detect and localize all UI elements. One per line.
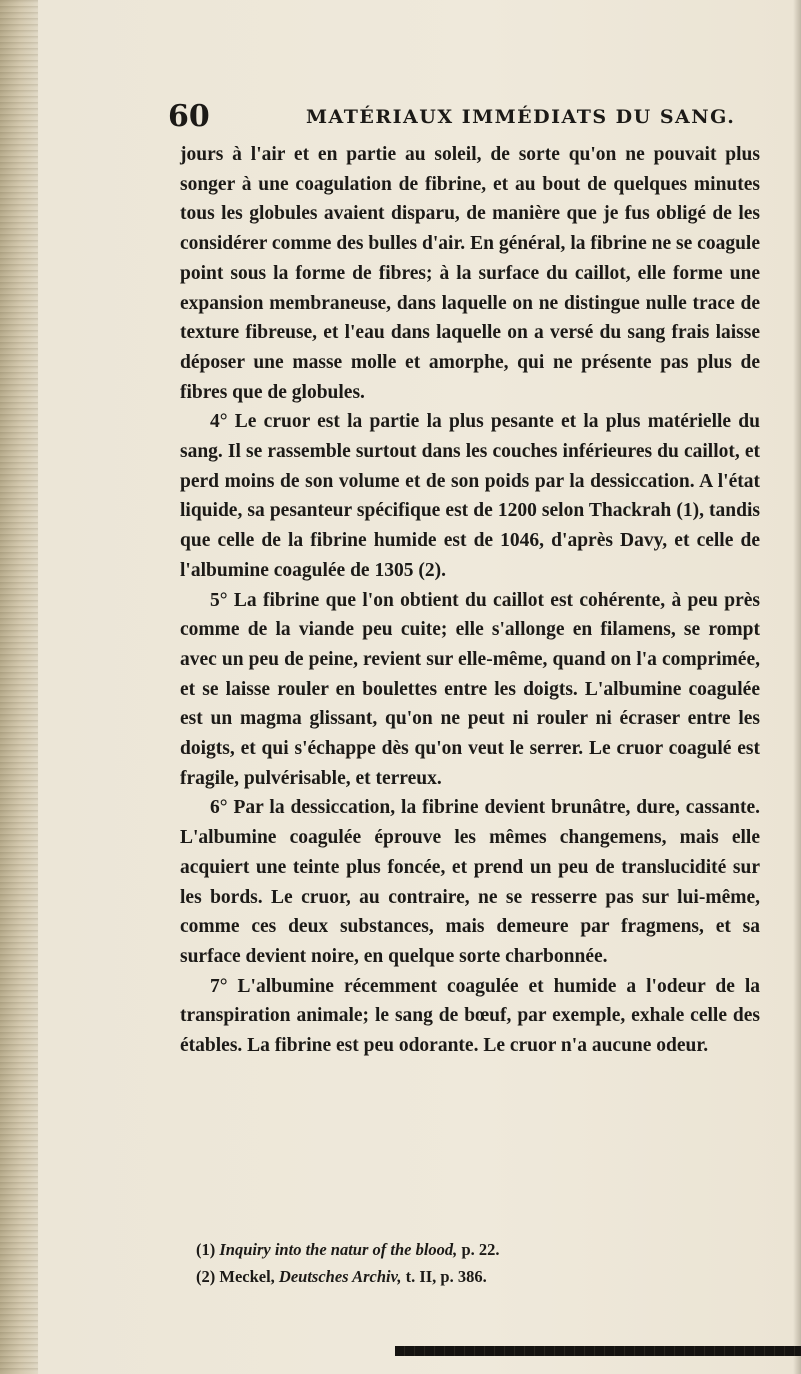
footnote-2-rest: t. II, p. 386. bbox=[401, 1267, 487, 1286]
footnote-2 bbox=[196, 1263, 756, 1290]
footnote-1-title: Inquiry into the natur of the blood, bbox=[219, 1240, 458, 1259]
paragraph-1: jours à l'air et en partie au soleil, de sorte qu'on ne pouvait plus songer à une coagulation de fibrine, et au bout de quelques minutes tous les globules avaient disparu, de manière que je fus obligé de les considérer comme des bulles d'air. En général, la fibrine ne se coagule point sous la forme de fibres; à la surface du caillot, elle forme une expansion membraneuse, dans laquelle on ne distingue nulle trace de texture fibreuse, et l'eau dans laquelle on a versé du sang frais laisse déposer une masse molle et amorphe, qui ne présente pas plus de fibres que de globules. bbox=[180, 144, 760, 403]
footnote-1-rest: p. 22. bbox=[457, 1240, 500, 1259]
bottom-edge-rule bbox=[395, 1346, 801, 1356]
paragraph-5: 7° L'albumine récemment coagulée et humide a l'odeur de la transpiration animale; le sang de bœuf, par exemple, exhale celle des étables. La fibrine est peu odorante. Le cruor n'a aucune odeur. bbox=[180, 975, 760, 1057]
footnotes bbox=[196, 1236, 756, 1290]
footnote-1-marker: (1) bbox=[196, 1240, 216, 1259]
binding-gutter bbox=[0, 0, 38, 1374]
footnote-2-title: Deutsches Archiv, bbox=[278, 1267, 402, 1286]
paragraph-3: 5° La fibrine que l'on obtient du caillot est cohérente, à peu près comme de la viande peu cuite; elle s'allonge en filamens, se rompt avec un peu de peine, revient sur elle-même, quand on l'a comprimée, et se laisse rouler en boulettes entre les doigts. L'albumine coagulée est un magma glissant, qu'on ne peut ni rouler ni écraser entre les doigts, et qui s'échappe dès qu'on veut le serrer. Le cruor coagulé est fragile, pulvérisable, et terreux. bbox=[180, 589, 760, 789]
page-edge-shadow bbox=[793, 0, 801, 1374]
footnote-2-marker: (2) Meckel, bbox=[196, 1267, 275, 1286]
paragraph-4: 6° Par la dessiccation, la fibrine devient brunâtre, dure, cassante. L'albumine coagulée éprouve les mêmes changemens, mais elle acquiert une teinte plus foncée, et prend un peu de translucidité sur les bords. Le cruor, au contraire, ne se resserre pas sur lui-même, comme ces deux substances, mais demeure par fragmens, et sa surface devient noire, en quelque sorte charbonnée. bbox=[180, 797, 760, 967]
running-head: MATÉRIAUX IMMÉDIATS DU SANG. bbox=[306, 106, 736, 128]
footnote-1 bbox=[196, 1236, 756, 1263]
main-text bbox=[180, 140, 760, 1061]
page-number: 60 bbox=[168, 99, 210, 134]
paragraph-2: 4° Le cruor est la partie la plus pesante et la plus matérielle du sang. Il se rassemble surtout dans les couches inférieures du caillot, et perd moins de son volume et de son poids par la dessiccation. A l'état liquide, sa pesanteur spécifique est de 1200 selon Thackrah (1), tandis que celle de la fibrine humide est de 1046, d'après Davy, et celle de l'albumine coagulée de 1305 (2). bbox=[180, 411, 760, 581]
page-header bbox=[168, 100, 768, 134]
